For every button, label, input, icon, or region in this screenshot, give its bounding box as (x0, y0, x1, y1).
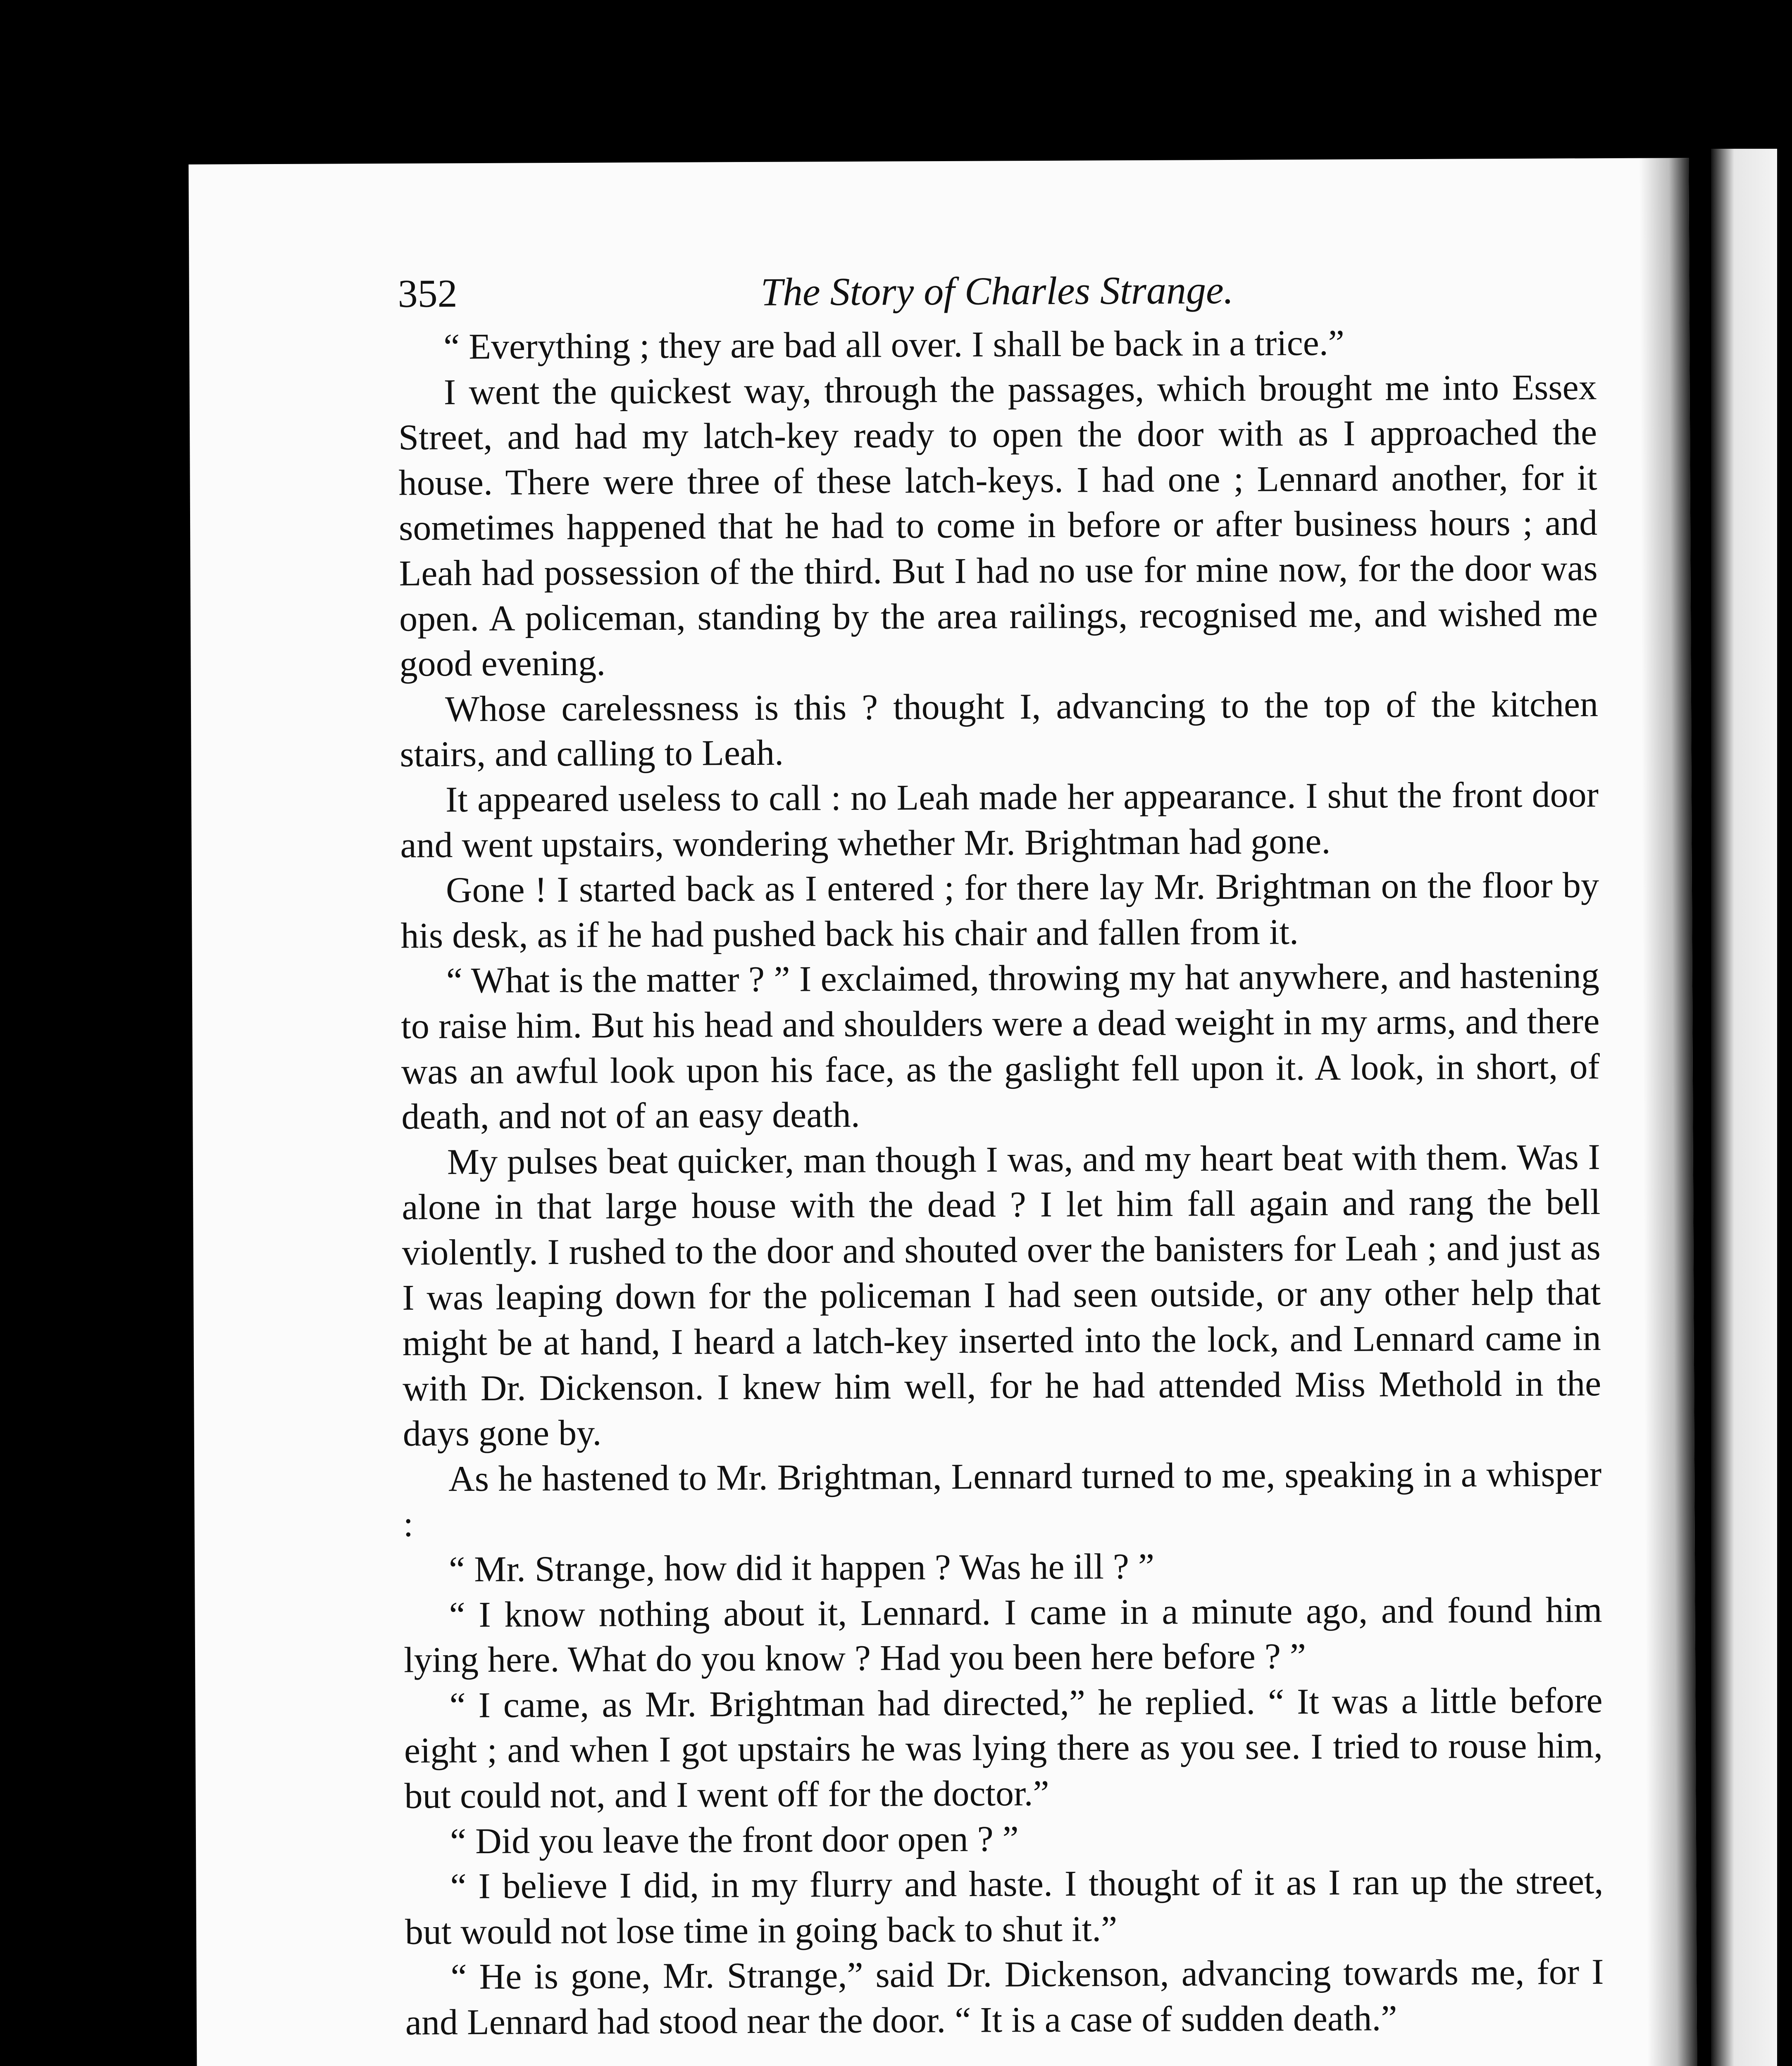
paragraph: “ I know nothing about it, Lennard. I came in a minute ago, and found him lying here. What do you know ? Had you been here before ? ” (403, 1590, 1602, 1680)
paragraph: Whose carelessness is this ? thought I, advancing to the top of the kitchen stairs, and calling to Leah. (400, 684, 1599, 775)
paragraph: Gone ! I started back as I entered ; for there lay Mr. Brightman on the floor by his desk, as if he had pushed back his chair and fallen from it. (400, 865, 1599, 956)
running-head (398, 257, 1597, 325)
paragraph: My pulses beat quicker, man though I was, and my heart beat with them. Was I alone in that large house with the dead ? I let him fall again and rang the bell violently. I rushed to the door and shouted over the banisters for Leah ; and just as I was leaping down for the policeman I had seen outside, or any other help that might be at hand, I heard a latch-key inserted into the lock, and Lennard came in with Dr. Dickenson. I knew him well, for he had attended Miss Methold in the days gone by. (402, 1137, 1601, 1454)
paragraph: “ Everything ; they are bad all over. I shall be back in a trice.” (443, 323, 1344, 367)
running-title: The Story of Charles Strange. (760, 267, 1234, 314)
text-block (398, 257, 1604, 2045)
paragraph: “ I believe I did, in my flurry and haste. I thought of it as I ran up the street, but would not lose time in going back to shut it.” (405, 1861, 1604, 1952)
page-number: 352 (398, 271, 458, 316)
paragraph: “ Mr. Strange, how did it happen ? Was he ill ? ” (448, 1546, 1155, 1590)
paragraph: “ Did you leave the front door open ? ” (450, 1818, 1019, 1861)
paragraph: I went the quickest way, through the passages, which brought me into Essex Street, and had my latch-key ready to open the door with as I approached the house. There were three of these latch-keys. I had one ; Lennard another, for it sometimes happened that he had to come in before or after business hours ; and Leah had possession of the third. But I had no use for mine now, for the door was open. A policeman, standing by the area railings, recognised me, and wished me good evening. (398, 367, 1598, 684)
paragraph: “ What is the matter ? ” I exclaimed, throwing my hat anywhere, and hastening to raise him. But his head and shoulders were a dead weight in my arms, and there was an awful look upon his face, as the gaslight fell upon it. A look, in short, of death, and not of an easy death. (401, 956, 1600, 1137)
paragraph: “ I came, as Mr. Brightman had directed,” he replied. “ It was a little before eight ; and when I got upstairs he was lying there as you see. I tried to rouse him, but could not, and I went off for the doctor.” (404, 1680, 1603, 1816)
book-page (188, 158, 1700, 2066)
paragraph: “ He is gone, Mr. Strange,” said Dr. Dickenson, advancing towards me, for I and Lennard had stood near the door. “ It is a case of sudden death.” (405, 1952, 1604, 2043)
paragraph: It appeared useless to call : no Leah made her appearance. I shut the front door and went upstairs, wondering whether Mr. Brightman had gone. (400, 775, 1599, 866)
next-page-edge (1711, 149, 1777, 2066)
paragraph: As he hastened to Mr. Brightman, Lennard turned to me, speaking in a whisper : (403, 1454, 1602, 1545)
